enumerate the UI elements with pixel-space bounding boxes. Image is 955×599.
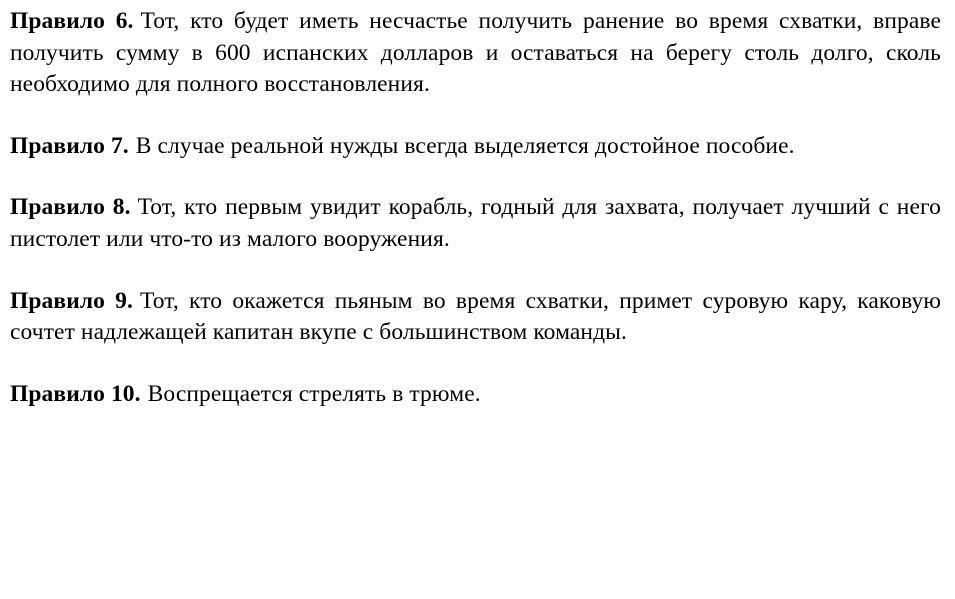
rule-paragraph [10, 286, 941, 349]
rule-text: Воспрещается стрелять в трюме. [147, 380, 481, 407]
rule-text: Тот, кто первым увидит корабль, годный для захвата, получает лучший с него пистолет или что-то из малого вооружения. [10, 194, 941, 252]
rule-paragraph [10, 6, 941, 101]
rule-label: Правило 8. [10, 194, 131, 221]
rule-paragraph [10, 131, 941, 163]
rule-text: Тот, кто окажется пьяным во время схватки, примет суровую кару, каковую сочтет надлежащей капитан вкупе с большинством команды. [10, 287, 942, 346]
rule-label: Правило 9. [10, 287, 133, 314]
rule-label: Правило 10. [10, 380, 141, 407]
rule-paragraph [10, 192, 941, 255]
rule-text: Тот, кто будет иметь несчастье получить ранение во время схватки, вправе получить сумму в 600 испанских долларов и оставаться на берегу столь долго, сколь необходимо для полного восстановления. [10, 8, 941, 98]
rule-paragraph [10, 379, 941, 411]
rule-text: В случае реальной нужды всегда выделяется достойное пособие. [135, 132, 795, 159]
rule-label: Правило 6. [10, 8, 134, 34]
rule-label: Правило 7. [10, 132, 129, 159]
